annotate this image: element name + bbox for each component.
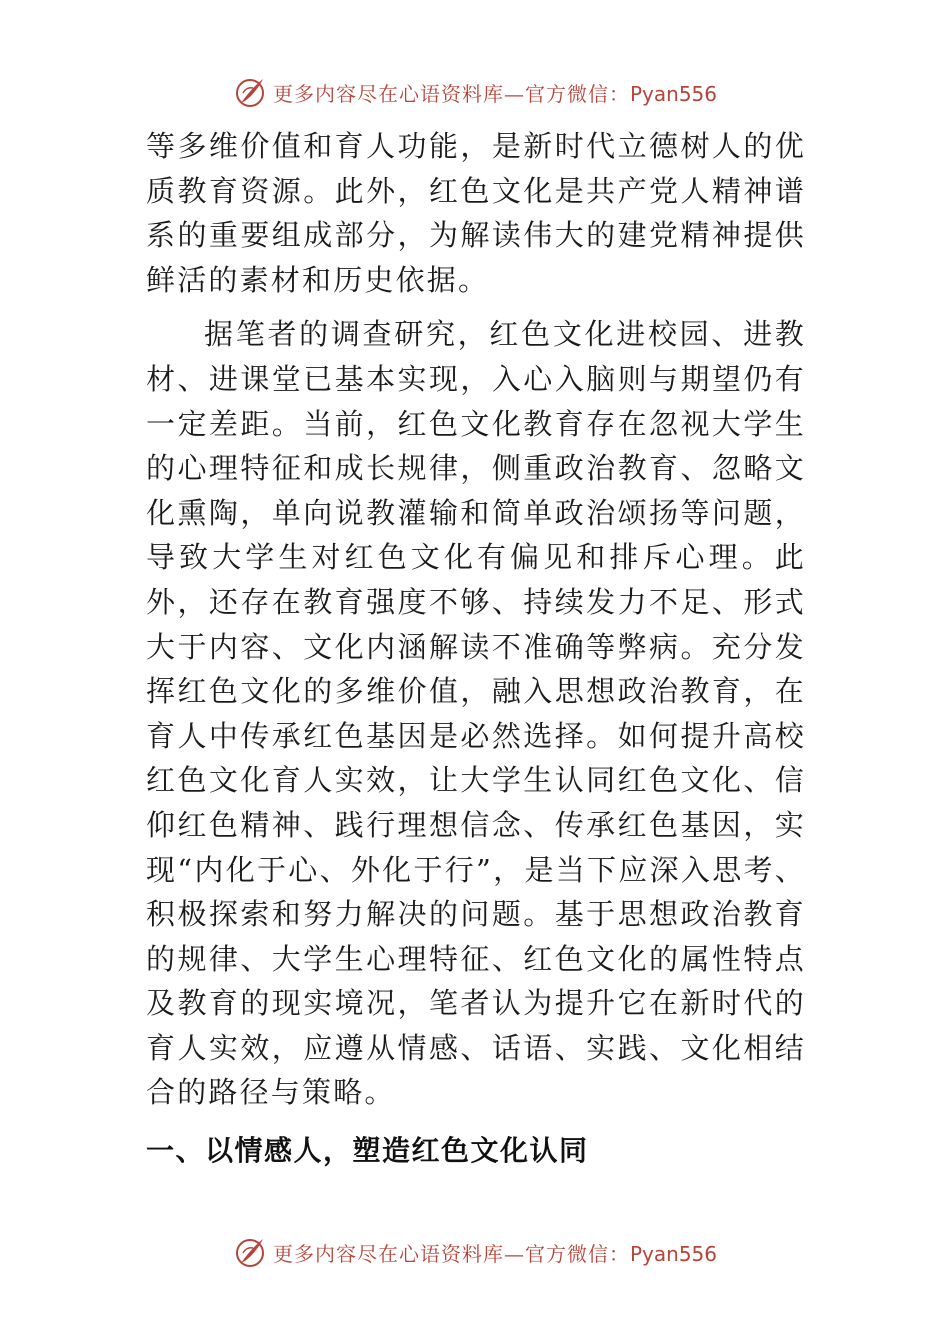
header-banner: [0, 72, 950, 112]
section-heading: 一、以情感人，塑造红色文化认同: [146, 1134, 589, 1168]
header-banner-handle: Pyan556: [629, 81, 717, 106]
footer-banner: [0, 1232, 950, 1272]
document-body: [146, 124, 806, 1173]
paragraph-2: 据笔者的调查研究，红色文化进校园、进教材、进课堂已基本实现，入心入脑则与期望仍有一定差距。当前，红色文化教育存在忽视大学生的心理特征和成长规律，侧重政治教育、忽略文化熏陶，单向说教灌输和简单政治颂扬等问题，导致大学生对红色文化有偏见和排斥心理。此外，还存在教育强度不够、持续发力不足、形式大于内容、文化内涵解读不准确等弊病。充分发挥红色文化的多维价值，融入思想政治教育，在育人中传承红色基因是必然选择。如何提升高校红色文化育人实效，让大学生认同红色文化、信仰红色精神、践行理想信念、传承红色基因，实现“内化于心、外化于行”，是当下应深入思考、积极探索和努力解决的问题。基于思想政治教育的规律、大学生心理特征、红色文化的属性特点及教育的现实境况，笔者认为提升它在新时代的育人实效，应遵从情感、话语、实践、文化相结合的路径与策略。: [146, 317, 806, 1110]
paragraph-1: 等多维价值和育人功能，是新时代立德树人的优质教育资源。此外，红色文化是共产党人精神谱系的重要组成部分，为解读伟大的建党精神提供鲜活的素材和历史依据。: [146, 129, 806, 297]
footer-banner-handle: Pyan556: [629, 1241, 717, 1266]
quill-logo-icon: [233, 75, 267, 109]
quill-logo-icon: [233, 1235, 267, 1269]
header-banner-text: 更多内容尽在心语资料库—官方微信：: [272, 81, 630, 106]
footer-banner-text: 更多内容尽在心语资料库—官方微信：: [272, 1241, 630, 1266]
